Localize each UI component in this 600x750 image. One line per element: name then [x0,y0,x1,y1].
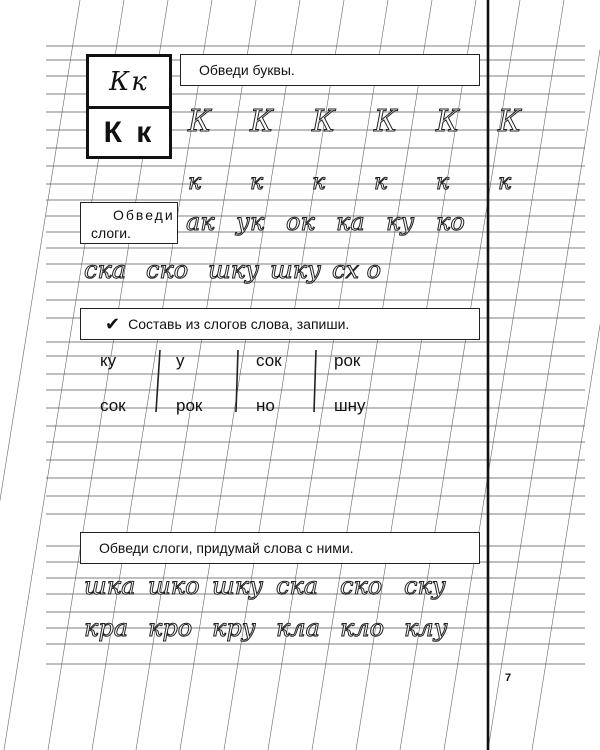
traced-letter-lower: к [436,170,450,195]
task2-label: Обведи слоги. [80,202,178,244]
word-syllable: у [176,351,185,370]
traced-syllable: кра [84,614,129,642]
letter-card-print: К к [103,115,155,149]
traced-letter-upper: К [312,104,336,139]
traced-syllable: ак [186,208,215,236]
word-syllable: сок [256,351,282,370]
task4-instruction: Обведи слоги, придумай слова с ними. [80,532,480,564]
word-syllable: ку [100,351,117,370]
word-syllable: рок [176,396,203,415]
traced-letter-upper: К [374,104,398,139]
traced-syllable: сх о [332,256,382,284]
traced-syllable: шка [84,572,136,600]
traced-syllable: кла [276,614,320,642]
traced-syllable: клу [404,614,448,642]
word-syllable: но [256,396,275,415]
traced-syllable: ско [340,572,383,600]
task1-instruction: Обведи буквы. [180,54,480,86]
word-syllable: рок [334,351,361,370]
checkmark-icon: ✔ [105,313,121,334]
word-syllable: сок [100,396,126,415]
traced-syllable: кру [212,614,256,642]
traced-syllable: ук [236,208,265,236]
traced-syllable: кро [148,614,193,642]
traced-syllable: шку [212,572,263,600]
traced-syllable: кло [340,614,385,642]
traced-syllable: шко [148,572,200,600]
traced-syllable: ку [386,208,415,236]
traced-letter-upper: К [188,104,212,139]
traced-syllable: ску [404,572,446,600]
traced-syllable: ска [84,256,127,284]
traced-letter-upper: К [498,104,522,139]
traced-letter-upper: К [436,104,460,139]
traced-syllable: ко [436,208,465,236]
traced-letter-lower: к [498,170,512,195]
traced-letter-lower: к [188,170,202,195]
traced-syllable: ок [286,208,315,236]
letter-card-cursive: Кк [89,57,169,109]
traced-letter-lower: к [312,170,326,195]
traced-syllable: ска [276,572,319,600]
page-number: 7 [505,672,512,684]
traced-letter-lower: к [374,170,388,195]
traced-syllable: шку [208,256,259,284]
traced-letter-lower: к [250,170,264,195]
traced-syllable: шку [270,256,321,284]
traced-syllable: ско [146,256,189,284]
traced-syllable: ка [336,208,365,236]
traced-letter-upper: К [250,104,274,139]
task3-instruction: ✔ Составь из слогов слова, запиши. [80,308,480,340]
word-syllable: шну [334,396,366,415]
letter-card [86,54,172,159]
